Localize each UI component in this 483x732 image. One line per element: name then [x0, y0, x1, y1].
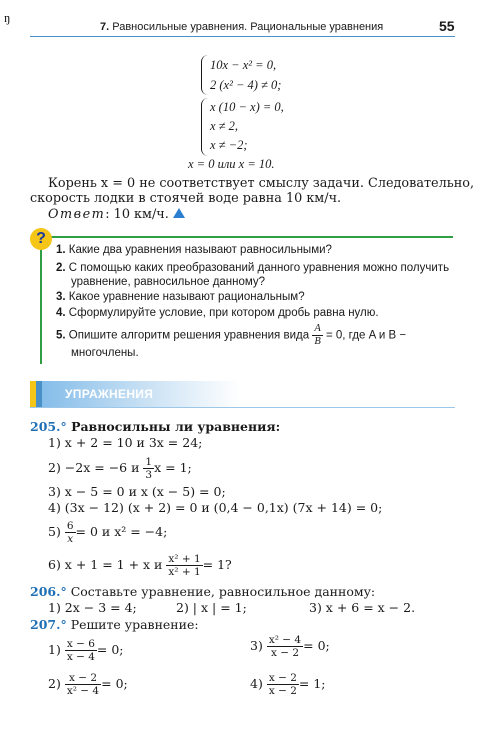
roots-line: x = 0 или x = 10. — [188, 157, 275, 171]
exercise-item: 3) x − 5 = 0 и x (x − 5) = 0; — [48, 484, 226, 499]
exercise-item: 6) x + 1 = 1 + x и $\frac{\text{x² + 1}}{\text{x² + 1}}$ = 1? — [48, 553, 232, 578]
questions-box-top — [40, 236, 453, 238]
system-brace — [201, 55, 208, 95]
header-rule — [30, 36, 455, 37]
fraction: $\frac{x - 2}{x - 2}$ — [268, 672, 297, 697]
fraction: $\frac{\text{x² − 4}}{x - 2}$ — [268, 634, 302, 659]
system2-line1: x (10 − x) = 0, — [210, 100, 284, 114]
answer-value: : 10 км/ч. — [105, 207, 169, 222]
fraction: $\frac{\text{x² + 1}}{\text{x² + 1}}$ — [168, 553, 201, 578]
exercise-item: 2) | x | = 1; — [176, 600, 247, 615]
page-number: 55 — [439, 18, 455, 34]
question-item: 3. Какое уравнение называют рациональным? — [56, 291, 305, 303]
system2-line3: x ≠ −2; — [210, 138, 248, 152]
system2-line2: x ≠ 2, — [210, 119, 239, 133]
band-rule — [30, 407, 455, 408]
answer-label: Ответ — [48, 207, 106, 222]
question-item: 5. Опишите алгоритм решения уравнения вида $\frac{A}{B}$ = 0, где A и B − — [56, 323, 407, 347]
exercise-item: 1) x + 2 = 10 и 3x = 24; — [48, 435, 203, 450]
exercise-item: 1) 2x − 3 = 4; — [48, 600, 137, 615]
exercise-item: 5) $\frac{6}{x}$ = 0 и x² = −4; — [48, 520, 168, 545]
exercise-number: 205.° — [30, 419, 67, 434]
question-icon: ? — [30, 228, 52, 250]
corner-mark: ŋ — [4, 10, 11, 25]
exercise-item: 1) $\frac{x - 6}{x - 4}$ = 0; — [48, 638, 124, 663]
fraction: $\frac{6}{x}$ — [66, 520, 74, 545]
questions-box-left — [40, 236, 42, 364]
chapter-number: 7. — [100, 21, 110, 33]
band-stripe-blue — [36, 381, 42, 407]
question-item-cont: многочлены. — [71, 347, 139, 359]
question-item: 1. Какие два уравнения называют равносильными? — [56, 244, 332, 256]
exercise-item: 2) $\frac{x - 2}{\text{x² − 4}}$ = 0; — [48, 672, 128, 697]
question-item-cont: уравнение, равносильное данному? — [71, 276, 266, 288]
page-header-title — [100, 21, 383, 33]
exercise-205-heading — [30, 419, 280, 434]
exercise-item: 3) $\frac{\text{x² − 4}}{x - 2}$ = 0; — [250, 634, 330, 659]
question-item: 2. С помощью каких преобразований данного уравнения можно получить — [56, 262, 450, 274]
exercise-title: Решите уравнение: — [70, 617, 199, 632]
exercise-item: 4) (3x − 12) (x + 2) = 0 и (0,4 − 0,1x) (7x + 14) = 0; — [48, 500, 383, 515]
fraction: $\frac{A}{B}$ — [314, 323, 321, 347]
section-title: УПРАЖНЕНИЯ — [65, 387, 154, 401]
exercise-item: 2) −2x = −6 и $\frac{1}{3}$ x = 1; — [48, 456, 192, 481]
paragraph-line1: Корень x = 0 не соответствует смыслу задачи. Следовательно, — [48, 176, 475, 191]
exercise-title: Составьте уравнение, равносильное данному: — [70, 584, 376, 599]
exercise-number: 206.° — [30, 584, 67, 599]
exercise-206-heading — [30, 584, 375, 599]
chapter-title: Равносильные уравнения. Рациональные уравнения — [112, 21, 384, 33]
paragraph-line2: скорость лодки в стоячей воде равна 10 км/ч. — [30, 191, 342, 206]
exercise-item: 3) x + 6 = x − 2. — [309, 600, 416, 615]
answer-line — [48, 207, 185, 222]
fraction: $\frac{1}{3}$ — [145, 456, 153, 481]
question-item: 4. Сформулируйте условие, при котором дробь равна нулю. — [56, 307, 379, 319]
exercise-item: 4) $\frac{x - 2}{x - 2}$ = 1; — [250, 672, 326, 697]
fraction: $\frac{x - 6}{x - 4}$ — [66, 638, 95, 663]
exercise-number: 207.° — [30, 617, 67, 632]
system1-line1: 10x − x² = 0, — [210, 58, 277, 72]
system-brace — [201, 98, 208, 156]
end-of-solution-icon — [173, 208, 185, 218]
exercise-title: Равносильны ли уравнения: — [71, 419, 281, 434]
fraction: $\frac{x - 2}{\text{x² − 4}}$ — [66, 672, 100, 697]
system1-line2: 2 (x² − 4) ≠ 0; — [210, 78, 282, 92]
exercise-207-heading — [30, 617, 199, 632]
